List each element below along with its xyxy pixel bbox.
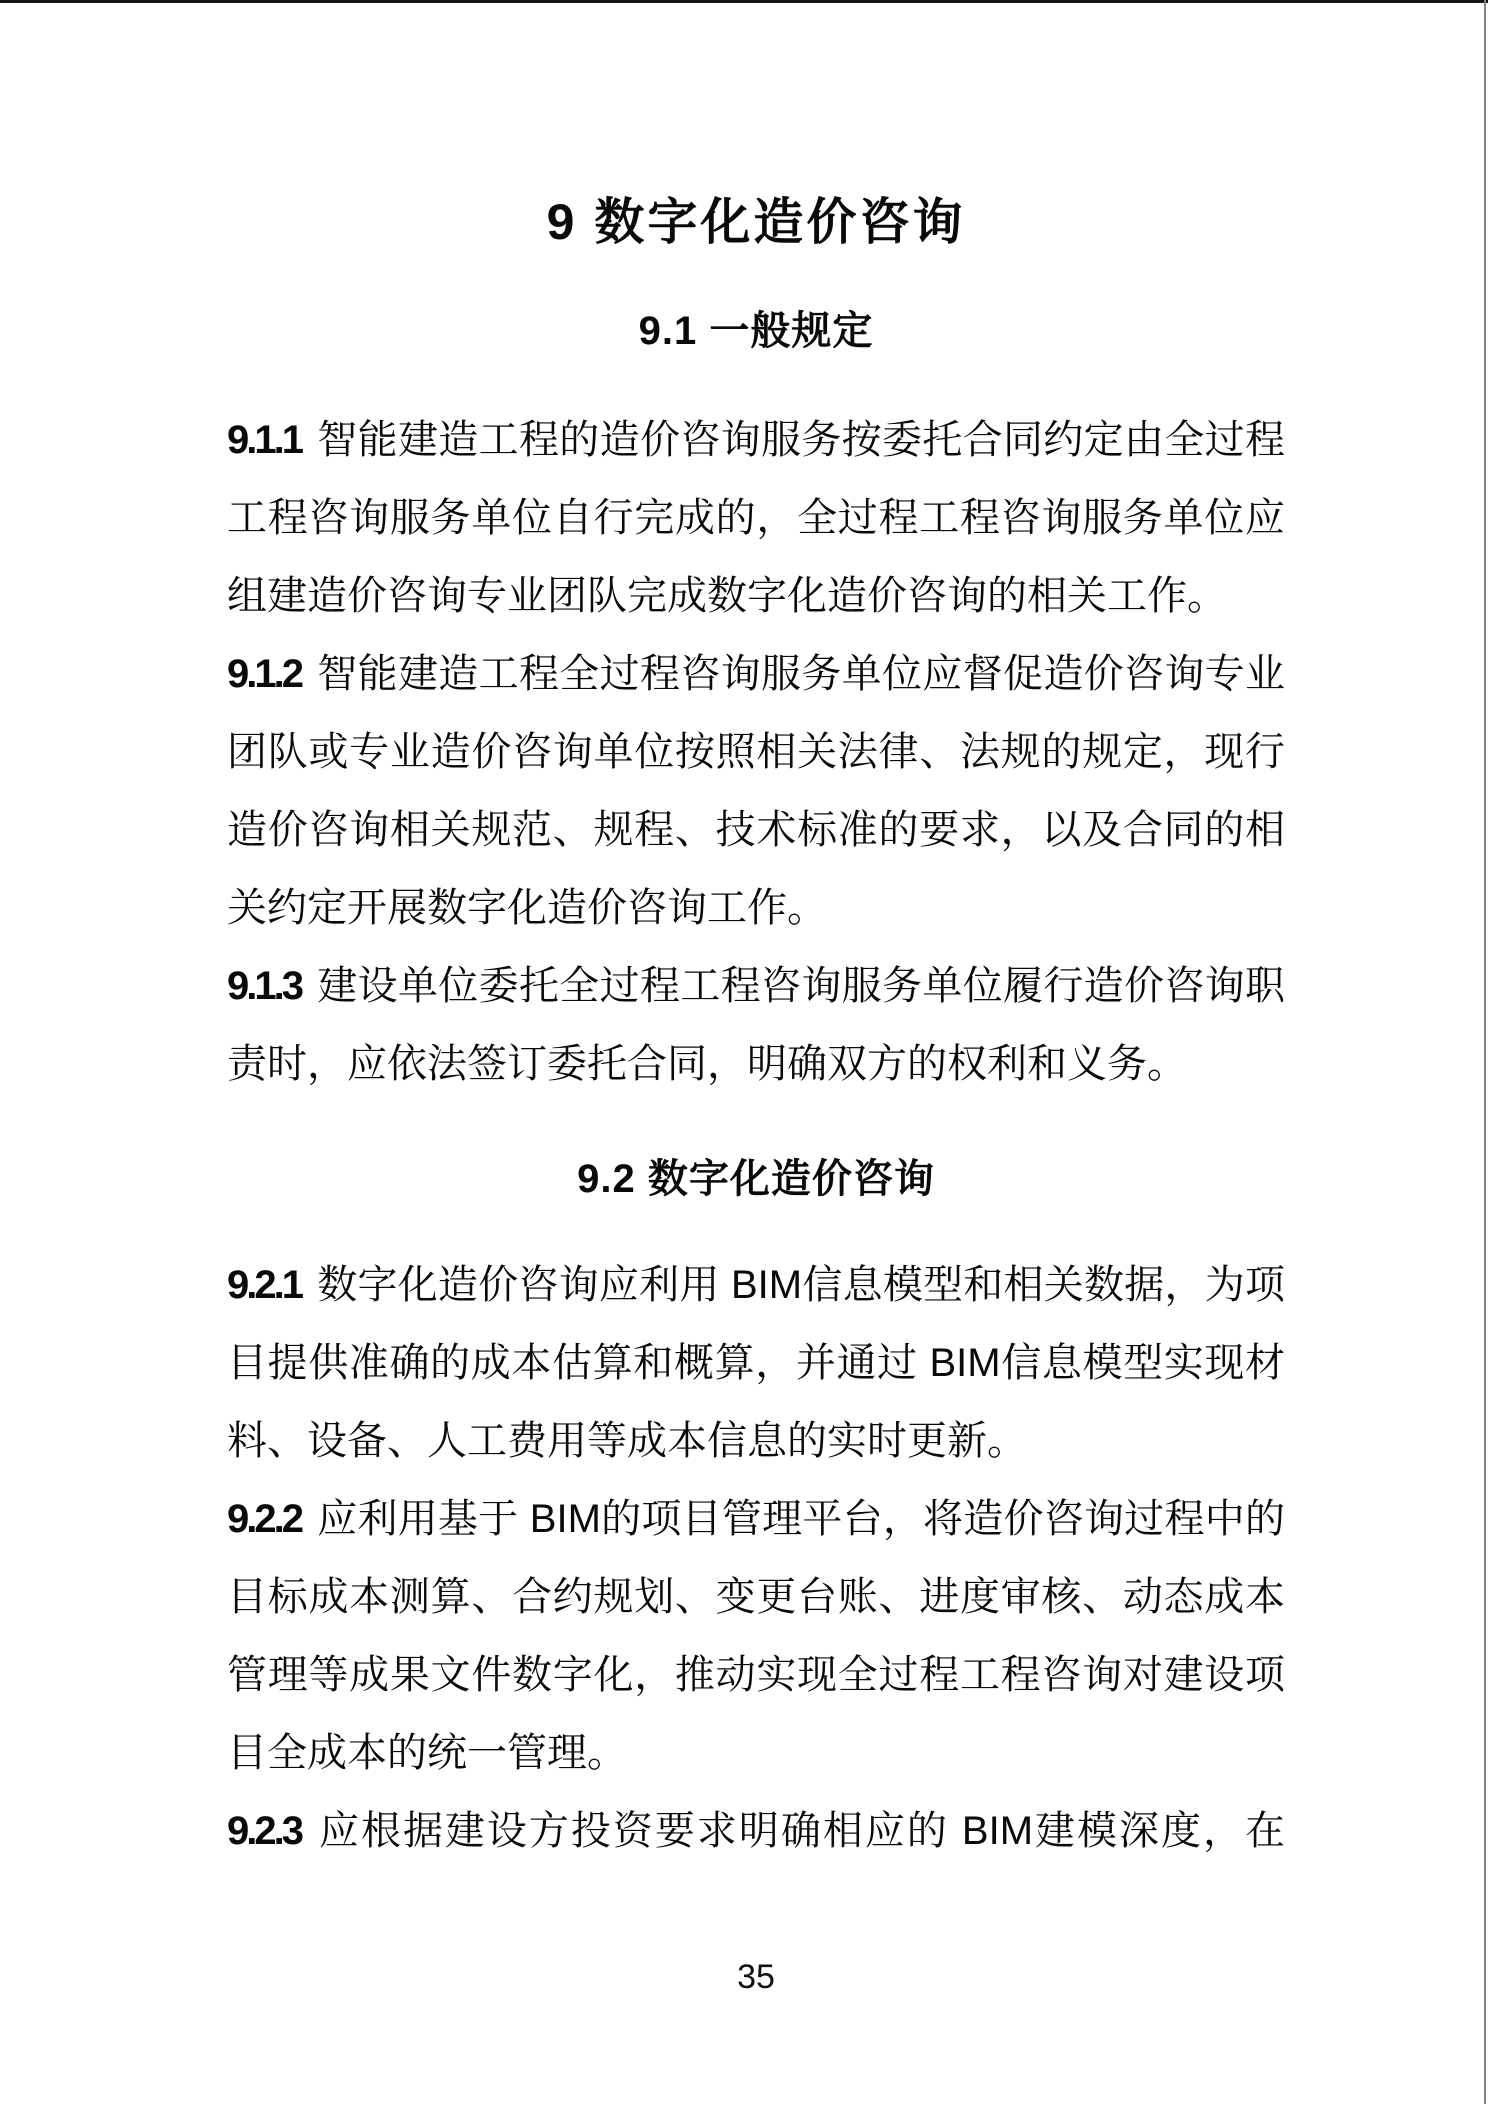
clause-text: 智能建造工程的造价咨询服务按委托合同约定由全过程工程咨询服务单位自行完成的，全过程工程咨询服务单位应组建造价咨询专业团队完成数字化造价咨询的相关工作。 xyxy=(227,418,1285,618)
clause-9-1-1 xyxy=(227,401,1285,635)
clause-number: 9.2.1 xyxy=(227,1263,301,1307)
clause-9-2-1 xyxy=(227,1246,1285,1480)
clause-number: 9.1.2 xyxy=(227,652,301,696)
clause-9-2-2 xyxy=(227,1480,1285,1792)
clause-number: 9.2.3 xyxy=(227,1809,301,1853)
section-heading-9-1: 9.1 一般规定 xyxy=(638,309,874,353)
section-9-2-body xyxy=(227,1246,1285,1870)
page-content xyxy=(227,0,1285,1997)
clause-text: 建设单位委托全过程工程咨询服务单位履行造价咨询职责时，应依法签订委托合同，明确双方的权利和义务。 xyxy=(227,964,1285,1086)
section-heading-9-2: 9.2 数字化造价咨询 xyxy=(577,1157,935,1201)
clause-text: 应利用基于 BIM的项目管理平台，将造价咨询过程中的目标成本测算、合约规划、变更台账、进度审核、动态成本管理等成果文件数字化，推动实现全过程工程咨询对建设项目全成本的统一管理。 xyxy=(227,1497,1285,1775)
page-number: 35 xyxy=(737,1958,775,1996)
chapter-title: 9 数字化造价咨询 xyxy=(546,194,966,250)
clause-text: 数字化造价咨询应利用 BIM信息模型和相关数据，为项目提供准确的成本估算和概算，并通过 BIM信息模型实现材料、设备、人工费用等成本信息的实时更新。 xyxy=(227,1263,1285,1463)
page-right-border xyxy=(1484,0,1486,2104)
clause-9-1-3 xyxy=(227,947,1285,1103)
clause-number: 9.1.3 xyxy=(227,964,301,1008)
clause-number: 9.1.1 xyxy=(227,418,301,462)
clause-9-2-3 xyxy=(227,1792,1285,1870)
clause-text: 智能建造工程全过程咨询服务单位应督促造价咨询专业团队或专业造价咨询单位按照相关法律、法规的规定，现行造价咨询相关规范、规程、技术标准的要求，以及合同的相关约定开展数字化造价咨询工作。 xyxy=(227,652,1285,930)
clause-9-1-2 xyxy=(227,635,1285,947)
section-9-1-body xyxy=(227,401,1285,1103)
clause-number: 9.2.2 xyxy=(227,1497,301,1541)
clause-text: 应根据建设方投资要求明确相应的 BIM建模深度，在 xyxy=(316,1809,1285,1853)
